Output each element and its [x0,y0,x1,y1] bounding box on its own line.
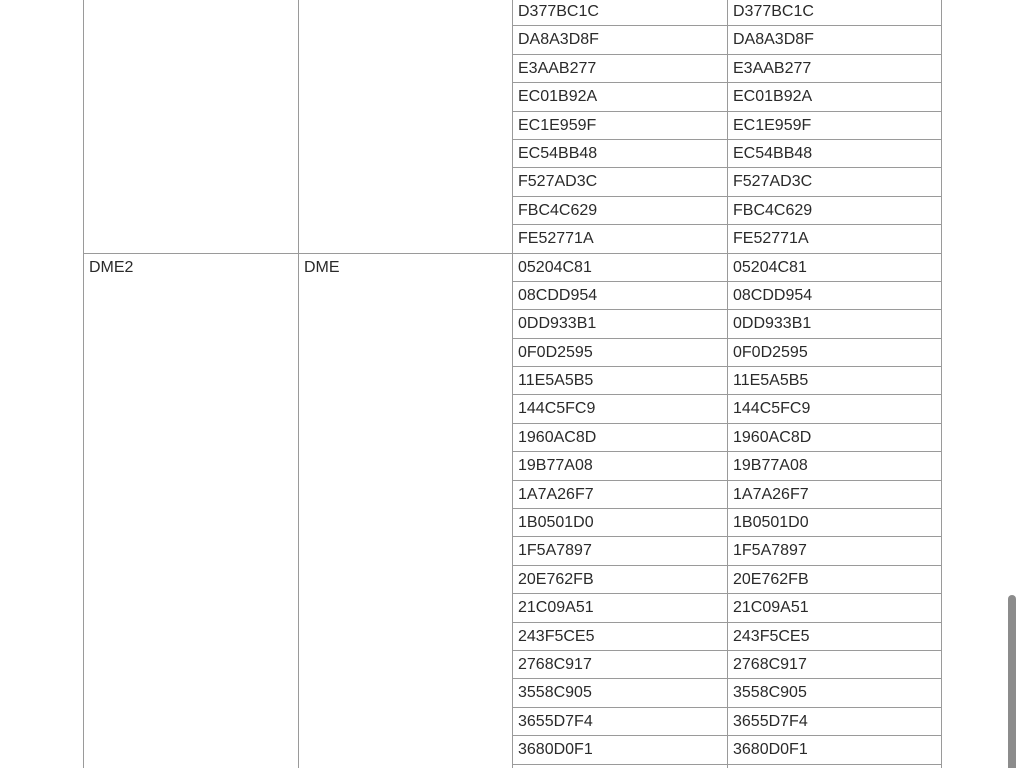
code-cell: 05204C81 [728,253,942,281]
code-cell: D377BC1C [728,0,942,26]
code-cell: 21C09A51 [728,594,942,622]
code-cell: FE52771A [513,225,728,253]
code-cell: 0DD933B1 [513,310,728,338]
code-cell: 0F0D2595 [513,338,728,366]
code-cell [728,764,942,768]
code-cell: DA8A3D8F [513,26,728,54]
code-cell: 19B77A08 [513,452,728,480]
table-row [84,0,942,26]
code-cell: EC54BB48 [728,139,942,167]
code-cell: 3680D0F1 [513,736,728,764]
group-type-cell: DME [299,253,513,768]
code-cell: 2768C917 [513,650,728,678]
code-cell: 1960AC8D [728,423,942,451]
group-name-cell: DME2 [84,253,299,768]
code-cell: FE52771A [728,225,942,253]
code-cell: 0DD933B1 [728,310,942,338]
code-cell: 20E762FB [728,565,942,593]
code-cell: 08CDD954 [728,281,942,309]
code-cell: 0F0D2595 [728,338,942,366]
code-cell: 1F5A7897 [513,537,728,565]
code-cell: 11E5A5B5 [728,367,942,395]
code-cell: 08CDD954 [513,281,728,309]
code-cell: F527AD3C [513,168,728,196]
code-cell: EC01B92A [513,83,728,111]
code-cell: 1B0501D0 [513,509,728,537]
code-cell: EC1E959F [728,111,942,139]
code-cell: DA8A3D8F [728,26,942,54]
code-table [83,0,942,768]
code-cell: EC1E959F [513,111,728,139]
code-cell: 243F5CE5 [513,622,728,650]
code-cell: FBC4C629 [513,196,728,224]
vertical-scrollbar[interactable] [1008,595,1016,768]
code-cell: 144C5FC9 [728,395,942,423]
group-name-cell [84,0,299,253]
code-cell [513,764,728,768]
code-cell: 3655D7F4 [728,707,942,735]
code-cell: 21C09A51 [513,594,728,622]
code-cell: 243F5CE5 [728,622,942,650]
code-cell: 1F5A7897 [728,537,942,565]
group-type-cell [299,0,513,253]
code-cell: 3655D7F4 [513,707,728,735]
code-cell: E3AAB277 [513,54,728,82]
code-cell: 3558C905 [513,679,728,707]
code-cell: 2768C917 [728,650,942,678]
code-cell: 1A7A26F7 [728,480,942,508]
code-cell: EC54BB48 [513,139,728,167]
code-cell: 1960AC8D [513,423,728,451]
code-cell: E3AAB277 [728,54,942,82]
code-cell: FBC4C629 [728,196,942,224]
code-cell: F527AD3C [728,168,942,196]
table-row [84,253,942,281]
code-cell: D377BC1C [513,0,728,26]
code-cell: 3680D0F1 [728,736,942,764]
code-cell: 3558C905 [728,679,942,707]
code-cell: 19B77A08 [728,452,942,480]
code-cell: 1A7A26F7 [513,480,728,508]
code-cell: 144C5FC9 [513,395,728,423]
code-cell: EC01B92A [728,83,942,111]
code-cell: 11E5A5B5 [513,367,728,395]
code-cell: 1B0501D0 [728,509,942,537]
code-table-body [84,0,942,768]
code-cell: 20E762FB [513,565,728,593]
code-cell: 05204C81 [513,253,728,281]
